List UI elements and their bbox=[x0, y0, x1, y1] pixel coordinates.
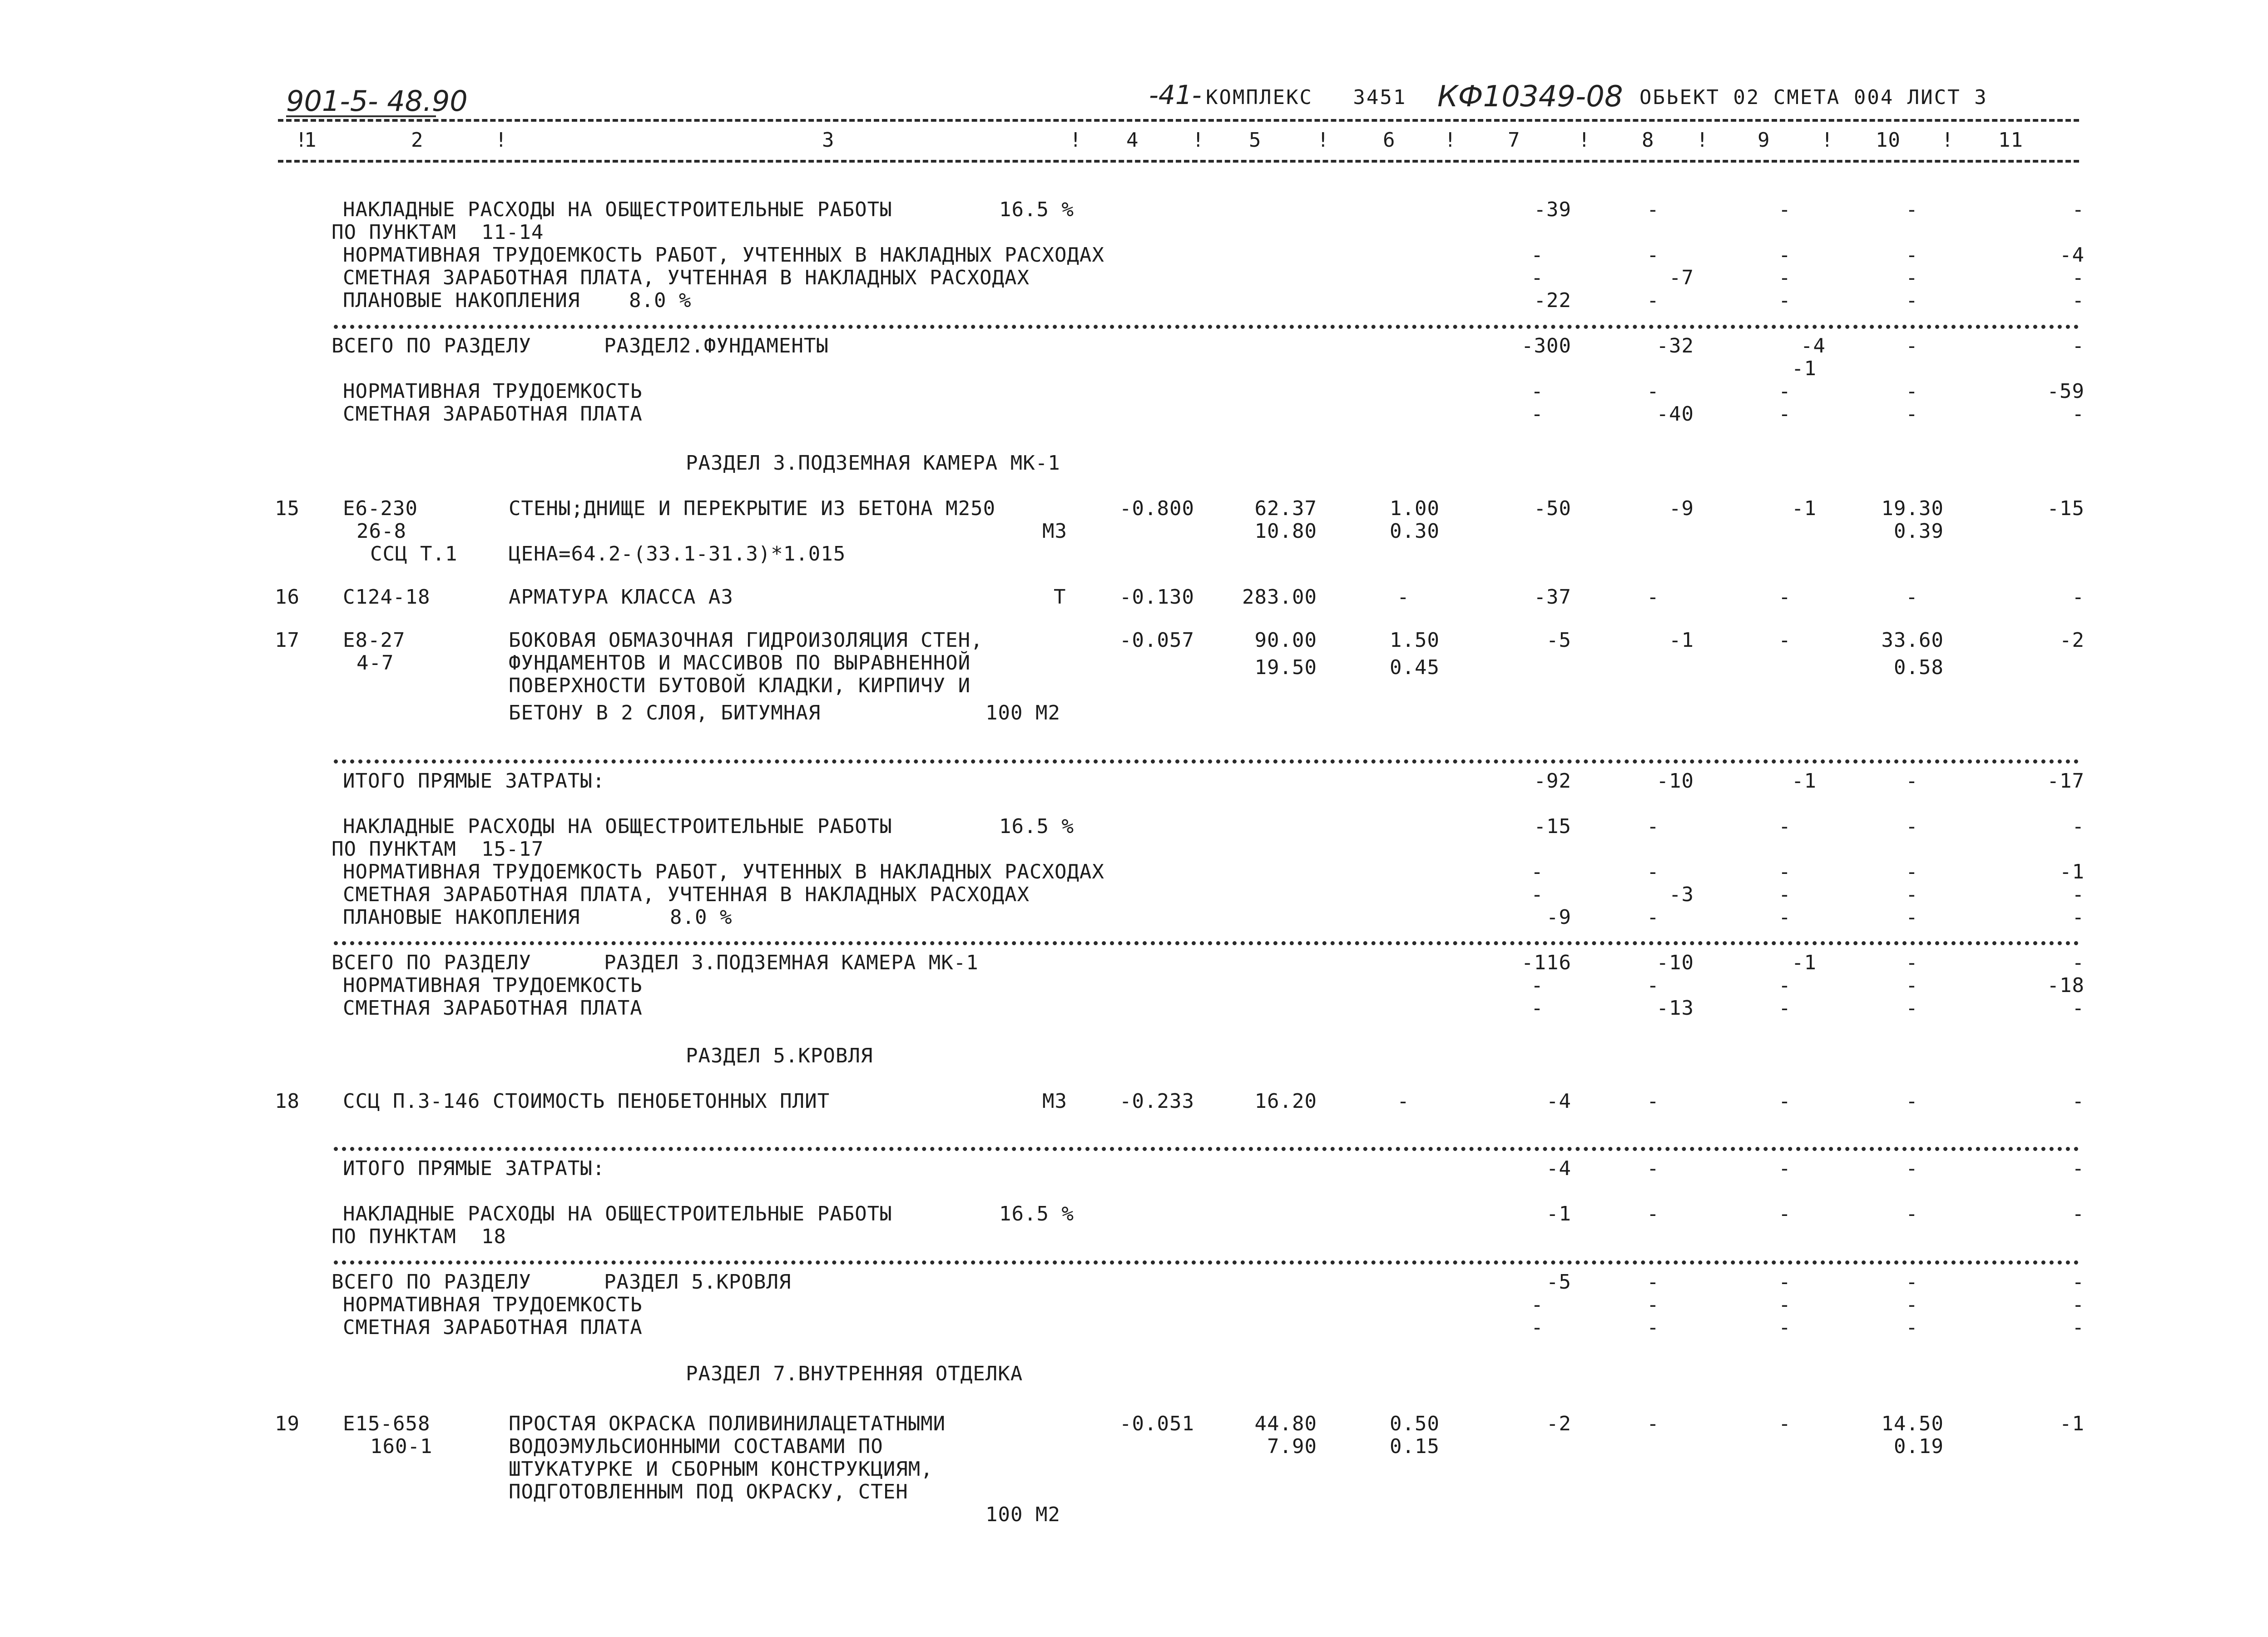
total-wage-label: СМЕТНАЯ ЗАРАБОТНАЯ ПЛАТА bbox=[343, 1316, 643, 1339]
direct-c9: -1 bbox=[1792, 769, 1817, 793]
total-labor-c8: - bbox=[1647, 380, 1659, 403]
column-header-5: 5 bbox=[1249, 129, 1262, 152]
total-section-name: РАЗДЕЛ2.ФУНДАМЕНТЫ bbox=[604, 334, 829, 357]
row-qty: -0.800 bbox=[1119, 497, 1194, 520]
row-unit: М3 bbox=[1042, 1090, 1067, 1113]
row-c8: - bbox=[1647, 1412, 1659, 1435]
wage-c10: - bbox=[1906, 266, 1918, 289]
row-c8: - bbox=[1647, 1090, 1659, 1113]
labor-c11: -1 bbox=[2060, 860, 2085, 883]
plan-c10: - bbox=[1906, 289, 1918, 312]
items-ref: ПО ПУНКТАМ 18 bbox=[332, 1225, 506, 1248]
labor-label: НОРМАТИВНАЯ ТРУДОЕМКОСТЬ РАБОТ, УЧТЕННЫХ В НАКЛАДНЫХ РАСХОДАХ bbox=[343, 860, 1104, 883]
row-number: 16 bbox=[275, 585, 300, 609]
labor-c7: - bbox=[1531, 243, 1544, 267]
column-header-8: 8 bbox=[1642, 129, 1654, 152]
row-c10: - bbox=[1906, 585, 1918, 609]
row-c9: - bbox=[1778, 585, 1791, 609]
overhead-c8: - bbox=[1647, 815, 1659, 838]
row-c9: - bbox=[1778, 629, 1791, 652]
row-c10: 19.30 bbox=[1881, 497, 1944, 520]
section-heading: РАЗДЕЛ 7.ВНУТРЕННЯЯ ОТДЕЛКА bbox=[686, 1362, 1023, 1385]
column-header-3: 3 bbox=[822, 129, 835, 152]
total-labor-c7: - bbox=[1531, 974, 1544, 997]
overhead-c11: - bbox=[2072, 198, 2085, 221]
row-number: 19 bbox=[275, 1412, 300, 1435]
overhead-c9: - bbox=[1778, 815, 1791, 838]
total-labor-label: НОРМАТИВНАЯ ТРУДОЕМКОСТЬ bbox=[343, 974, 643, 997]
section-heading: РАЗДЕЛ 5.КРОВЛЯ bbox=[686, 1044, 873, 1067]
row-c10: - bbox=[1906, 1090, 1918, 1113]
dotted-separator bbox=[334, 941, 2079, 945]
col-sep: ! bbox=[1578, 129, 1591, 152]
direct-c10: - bbox=[1906, 1157, 1918, 1180]
items-ref: ПО ПУНКТАМ 11-14 bbox=[332, 221, 544, 244]
overhead-c11: - bbox=[2072, 815, 2085, 838]
labor-label: НОРМАТИВНАЯ ТРУДОЕМКОСТЬ РАБОТ, УЧТЕННЫХ В НАКЛАДНЫХ РАСХОДАХ bbox=[343, 243, 1104, 267]
row-code-2: 26-8 bbox=[357, 520, 406, 543]
row-c11: -2 bbox=[2060, 629, 2085, 652]
row-unit: М3 bbox=[1042, 520, 1067, 543]
labor-c7: - bbox=[1531, 860, 1544, 883]
row-c5b: 19.50 bbox=[1254, 656, 1317, 679]
overhead-c11: - bbox=[2072, 1202, 2085, 1225]
row-unit: 100 М2 bbox=[985, 1503, 1060, 1526]
row-c7: -37 bbox=[1534, 585, 1571, 609]
total-wage-c7: - bbox=[1531, 997, 1544, 1020]
row-c8: -9 bbox=[1669, 497, 1694, 520]
total-labor-c7: - bbox=[1531, 380, 1544, 403]
column-header-6: 6 bbox=[1383, 129, 1396, 152]
total-labor-c7: - bbox=[1531, 1293, 1544, 1316]
col-sep: ! bbox=[1317, 129, 1330, 152]
col-sep: ! bbox=[1696, 129, 1709, 152]
row-qty: -0.233 bbox=[1119, 1090, 1194, 1113]
labor-c11: -4 bbox=[2060, 243, 2085, 267]
row-c5b: 10.80 bbox=[1254, 520, 1317, 543]
overhead-label: НАКЛАДНЫЕ РАСХОДЫ НА ОБЩЕСТРОИТЕЛЬНЫЕ РАБОТЫ bbox=[343, 198, 892, 221]
row-desc: СТЕНЫ;ДНИЩЕ И ПЕРЕКРЫТИЕ ИЗ БЕТОНА М250 bbox=[509, 497, 996, 520]
direct-c7: -4 bbox=[1546, 1157, 1571, 1180]
total-labor-c10: - bbox=[1906, 1293, 1918, 1316]
column-header-7: 7 bbox=[1508, 129, 1520, 152]
row-code-2: 4-7 bbox=[357, 651, 394, 675]
total-c9: -4 bbox=[1801, 334, 1826, 357]
wage-c11: - bbox=[2072, 266, 2085, 289]
row-c5b: 7.90 bbox=[1267, 1435, 1317, 1458]
row-number: 17 bbox=[275, 629, 300, 652]
row-code-3: ССЦ Т.1 bbox=[370, 542, 458, 566]
plan-c10: - bbox=[1906, 906, 1918, 929]
plan-label: ПЛАНОВЫЕ НАКОПЛЕНИЯ bbox=[343, 289, 580, 312]
row-c10: 14.50 bbox=[1881, 1412, 1944, 1435]
row-desc-3: ЦЕНА=64.2-(33.1-31.3)*1.015 bbox=[509, 542, 846, 566]
header-object-info: ОБЬЕКТ 02 СМЕТА 004 ЛИСТ 3 bbox=[1639, 86, 1988, 109]
row-desc-3: ШТУКАТУРКЕ И СБОРНЫМ КОНСТРУКЦИЯМ, bbox=[509, 1458, 933, 1481]
row-c9: -1 bbox=[1792, 497, 1817, 520]
header-title: КОМПЛЕКС 3451 bbox=[1206, 86, 1407, 109]
row-c8: - bbox=[1647, 585, 1659, 609]
wage-c11: - bbox=[2072, 883, 2085, 906]
total-labor-c9: - bbox=[1778, 974, 1791, 997]
overhead-c7: -39 bbox=[1534, 198, 1571, 221]
items-ref: ПО ПУНКТАМ 15-17 bbox=[332, 838, 544, 861]
plan-c11: - bbox=[2072, 289, 2085, 312]
direct-c10: - bbox=[1906, 769, 1918, 793]
row-c10b: 0.58 bbox=[1894, 656, 1944, 679]
plan-label: ПЛАНОВЫЕ НАКОПЛЕНИЯ bbox=[343, 906, 580, 929]
dotted-separator bbox=[334, 1260, 2079, 1265]
direct-costs-label: ИТОГО ПРЯМЫЕ ЗАТРАТЫ: bbox=[343, 1157, 605, 1180]
wage-c7: - bbox=[1531, 883, 1544, 906]
row-c5: 16.20 bbox=[1254, 1090, 1317, 1113]
labor-c10: - bbox=[1906, 243, 1918, 267]
wage-c9: - bbox=[1778, 883, 1791, 906]
row-c10: 33.60 bbox=[1881, 629, 1944, 652]
total-wage-c11: - bbox=[2072, 402, 2085, 426]
direct-c11: - bbox=[2072, 1157, 2085, 1180]
total-wage-c11: - bbox=[2072, 997, 2085, 1020]
row-unit: 100 М2 bbox=[985, 701, 1060, 724]
row-desc-4: БЕТОНУ В 2 СЛОЯ, БИТУМНАЯ bbox=[509, 701, 821, 724]
total-wage-c9: - bbox=[1778, 997, 1791, 1020]
direct-c8: - bbox=[1647, 1157, 1659, 1180]
row-c6: 1.00 bbox=[1390, 497, 1440, 520]
plan-rate: 8.0 % bbox=[670, 906, 733, 929]
total-labor-c11: -59 bbox=[2047, 380, 2085, 403]
row-c11: - bbox=[2072, 1090, 2085, 1113]
row-c5: 283.00 bbox=[1242, 585, 1317, 609]
total-wage-c7: - bbox=[1531, 1316, 1544, 1339]
row-qty: -0.057 bbox=[1119, 629, 1194, 652]
dotted-separator bbox=[334, 325, 2079, 329]
total-labor-c8: - bbox=[1647, 974, 1659, 997]
row-c7: -50 bbox=[1534, 497, 1571, 520]
total-labor-label: НОРМАТИВНАЯ ТРУДОЕМКОСТЬ bbox=[343, 1293, 643, 1316]
overhead-rate: 16.5 % bbox=[999, 1202, 1074, 1225]
row-desc: ССЦ П.3-146 СТОИМОСТЬ ПЕНОБЕТОННЫХ ПЛИТ bbox=[343, 1090, 830, 1113]
direct-c7: -92 bbox=[1534, 769, 1571, 793]
wage-label: СМЕТНАЯ ЗАРАБОТНАЯ ПЛАТА, УЧТЕННАЯ В НАКЛАДНЫХ РАСХОДАХ bbox=[343, 883, 1030, 906]
wage-c9: - bbox=[1778, 266, 1791, 289]
row-c6b: 0.15 bbox=[1390, 1435, 1440, 1458]
row-c6: - bbox=[1397, 585, 1410, 609]
row-c9: - bbox=[1778, 1090, 1791, 1113]
overhead-c8: - bbox=[1647, 1202, 1659, 1225]
total-wage-c10: - bbox=[1906, 1316, 1918, 1339]
total-labor-c9: - bbox=[1778, 380, 1791, 403]
row-desc-3: ПОВЕРХНОСТИ БУТОВОЙ КЛАДКИ, КИРПИЧУ И bbox=[509, 674, 971, 697]
doc-number-underline bbox=[286, 115, 436, 117]
row-c6b: 0.30 bbox=[1390, 520, 1440, 543]
total-label: ВСЕГО ПО РАЗДЕЛУ bbox=[332, 1270, 531, 1294]
row-code-2: 160-1 bbox=[370, 1435, 433, 1458]
overhead-c9: - bbox=[1778, 198, 1791, 221]
page-mark: -41- bbox=[1149, 79, 1202, 110]
row-qty: -0.130 bbox=[1119, 585, 1194, 609]
row-desc: АРМАТУРА КЛАССА А3 bbox=[509, 585, 733, 609]
col-sep: ! bbox=[1941, 129, 1954, 152]
total-wage-c9: - bbox=[1778, 402, 1791, 426]
row-c10b: 0.39 bbox=[1894, 520, 1944, 543]
total-wage-c8: -40 bbox=[1656, 402, 1694, 426]
total-wage-label: СМЕТНАЯ ЗАРАБОТНАЯ ПЛАТА bbox=[343, 402, 643, 426]
row-c5: 62.37 bbox=[1254, 497, 1317, 520]
total-label: ВСЕГО ПО РАЗДЕЛУ bbox=[332, 334, 531, 357]
col-sep: ! bbox=[295, 129, 308, 152]
row-c7: -2 bbox=[1546, 1412, 1571, 1435]
col-sep: ! bbox=[1444, 129, 1457, 152]
row-c7: -4 bbox=[1546, 1090, 1571, 1113]
column-header-1: 1 bbox=[304, 129, 317, 152]
labor-c9: - bbox=[1778, 243, 1791, 267]
row-code: Е15-658 bbox=[343, 1412, 431, 1435]
row-c6b: 0.45 bbox=[1390, 656, 1440, 679]
wage-c10: - bbox=[1906, 883, 1918, 906]
row-code: С124-18 bbox=[343, 585, 431, 609]
total-c10: - bbox=[1906, 1270, 1918, 1294]
direct-c11: -17 bbox=[2047, 769, 2085, 793]
total-section-name: РАЗДЕЛ 5.КРОВЛЯ bbox=[604, 1270, 792, 1294]
labor-c10: - bbox=[1906, 860, 1918, 883]
overhead-c9: - bbox=[1778, 1202, 1791, 1225]
total-label: ВСЕГО ПО РАЗДЕЛУ bbox=[332, 951, 531, 974]
overhead-c8: - bbox=[1647, 198, 1659, 221]
overhead-c7: -15 bbox=[1534, 815, 1571, 838]
direct-costs-label: ИТОГО ПРЯМЫЕ ЗАТРАТЫ: bbox=[343, 769, 605, 793]
overhead-rate: 16.5 % bbox=[999, 815, 1074, 838]
total-wage-c9: - bbox=[1778, 1316, 1791, 1339]
row-desc-2: ВОДОЭМУЛЬСИОННЫМИ СОСТАВАМИ ПО bbox=[509, 1435, 883, 1458]
col-sep: ! bbox=[1192, 129, 1205, 152]
direct-c9: - bbox=[1778, 1157, 1791, 1180]
total-c9b: -1 bbox=[1792, 357, 1817, 380]
row-c6: 0.50 bbox=[1390, 1412, 1440, 1435]
row-c9: - bbox=[1778, 1412, 1791, 1435]
doc-number: 901-5- 48.90 bbox=[286, 84, 468, 118]
wage-c8: -3 bbox=[1669, 883, 1694, 906]
dotted-separator bbox=[334, 759, 2079, 764]
total-c8: - bbox=[1647, 1270, 1659, 1294]
header-rule-bottom bbox=[278, 160, 2079, 163]
header-rule-top bbox=[278, 119, 2079, 122]
col-sep: ! bbox=[1070, 129, 1082, 152]
total-c10: - bbox=[1906, 951, 1918, 974]
plan-rate: 8.0 % bbox=[629, 289, 692, 312]
plan-c7: -9 bbox=[1546, 906, 1571, 929]
row-desc-2: ФУНДАМЕНТОВ И МАССИВОВ ПО ВЫРАВНЕННОЙ bbox=[509, 651, 971, 675]
row-desc-4: ПОДГОТОВЛЕННЫМ ПОД ОКРАСКУ, СТЕН bbox=[509, 1480, 908, 1503]
row-c11: - bbox=[2072, 585, 2085, 609]
row-c6: - bbox=[1397, 1090, 1410, 1113]
plan-c9: - bbox=[1778, 289, 1791, 312]
total-c9: -1 bbox=[1792, 951, 1817, 974]
col-sep: ! bbox=[1821, 129, 1834, 152]
column-header-10: 10 bbox=[1876, 129, 1901, 152]
row-unit: Т bbox=[1054, 585, 1066, 609]
overhead-c7: -1 bbox=[1546, 1202, 1571, 1225]
plan-c9: - bbox=[1778, 906, 1791, 929]
row-number: 15 bbox=[275, 497, 300, 520]
total-wage-c8: - bbox=[1647, 1316, 1659, 1339]
row-c5: 90.00 bbox=[1254, 629, 1317, 652]
section-heading: РАЗДЕЛ 3.ПОДЗЕМНАЯ КАМЕРА МК-1 bbox=[686, 451, 1060, 475]
labor-c8: - bbox=[1647, 860, 1659, 883]
total-wage-c11: - bbox=[2072, 1316, 2085, 1339]
total-wage-c10: - bbox=[1906, 402, 1918, 426]
row-desc: ПРОСТАЯ ОКРАСКА ПОЛИВИНИЛАЦЕТАТНЫМИ bbox=[509, 1412, 946, 1435]
column-header-2: 2 bbox=[411, 129, 424, 152]
total-labor-c10: - bbox=[1906, 380, 1918, 403]
plan-c8: - bbox=[1647, 289, 1659, 312]
overhead-c10: - bbox=[1906, 815, 1918, 838]
total-labor-c11: -18 bbox=[2047, 974, 2085, 997]
total-c8: -10 bbox=[1656, 951, 1694, 974]
row-c7: -5 bbox=[1546, 629, 1571, 652]
total-wage-c10: - bbox=[1906, 997, 1918, 1020]
row-qty: -0.051 bbox=[1119, 1412, 1194, 1435]
total-wage-c7: - bbox=[1531, 402, 1544, 426]
wage-label: СМЕТНАЯ ЗАРАБОТНАЯ ПЛАТА, УЧТЕННАЯ В НАКЛАДНЫХ РАСХОДАХ bbox=[343, 266, 1030, 289]
plan-c11: - bbox=[2072, 906, 2085, 929]
total-c7: -300 bbox=[1521, 334, 1571, 357]
wage-c7: - bbox=[1531, 266, 1544, 289]
overhead-label: НАКЛАДНЫЕ РАСХОДЫ НА ОБЩЕСТРОИТЕЛЬНЫЕ РАБОТЫ bbox=[343, 1202, 892, 1225]
total-labor-c9: - bbox=[1778, 1293, 1791, 1316]
total-labor-label: НОРМАТИВНАЯ ТРУДОЕМКОСТЬ bbox=[343, 380, 643, 403]
plan-c8: - bbox=[1647, 906, 1659, 929]
header-code: КФ10349-08 bbox=[1437, 80, 1623, 114]
row-number: 18 bbox=[275, 1090, 300, 1113]
overhead-c10: - bbox=[1906, 1202, 1918, 1225]
total-c9: - bbox=[1778, 1270, 1791, 1294]
total-c11: - bbox=[2072, 334, 2085, 357]
plan-c7: -22 bbox=[1534, 289, 1571, 312]
overhead-c10: - bbox=[1906, 198, 1918, 221]
overhead-rate: 16.5 % bbox=[999, 198, 1074, 221]
row-c10b: 0.19 bbox=[1894, 1435, 1944, 1458]
total-labor-c10: - bbox=[1906, 974, 1918, 997]
total-wage-c8: -13 bbox=[1656, 997, 1694, 1020]
direct-c8: -10 bbox=[1656, 769, 1694, 793]
row-c8: -1 bbox=[1669, 629, 1694, 652]
row-c11: -15 bbox=[2047, 497, 2085, 520]
total-c7: -116 bbox=[1521, 951, 1571, 974]
overhead-label: НАКЛАДНЫЕ РАСХОДЫ НА ОБЩЕСТРОИТЕЛЬНЫЕ РАБОТЫ bbox=[343, 815, 892, 838]
total-c7: -5 bbox=[1546, 1270, 1571, 1294]
row-code: Е8-27 bbox=[343, 629, 406, 652]
col-sep: ! bbox=[495, 129, 508, 152]
column-header-9: 9 bbox=[1758, 129, 1770, 152]
row-c11: -1 bbox=[2060, 1412, 2085, 1435]
total-labor-c8: - bbox=[1647, 1293, 1659, 1316]
total-section-name: РАЗДЕЛ 3.ПОДЗЕМНАЯ КАМЕРА МК-1 bbox=[604, 951, 979, 974]
total-labor-c11: - bbox=[2072, 1293, 2085, 1316]
column-header-4: 4 bbox=[1126, 129, 1139, 152]
total-wage-label: СМЕТНАЯ ЗАРАБОТНАЯ ПЛАТА bbox=[343, 997, 643, 1020]
row-desc: БОКОВАЯ ОБМАЗОЧНАЯ ГИДРОИЗОЛЯЦИЯ СТЕН, bbox=[509, 629, 983, 652]
labor-c9: - bbox=[1778, 860, 1791, 883]
dotted-separator bbox=[334, 1147, 2079, 1151]
wage-c8: -7 bbox=[1669, 266, 1694, 289]
row-c5: 44.80 bbox=[1254, 1412, 1317, 1435]
labor-c8: - bbox=[1647, 243, 1659, 267]
column-header-11: 11 bbox=[1998, 129, 2023, 152]
total-c11: - bbox=[2072, 1270, 2085, 1294]
row-c6: 1.50 bbox=[1390, 629, 1440, 652]
row-code: Е6-230 bbox=[343, 497, 418, 520]
total-c10: - bbox=[1906, 334, 1918, 357]
total-c11: - bbox=[2072, 951, 2085, 974]
total-c8: -32 bbox=[1656, 334, 1694, 357]
